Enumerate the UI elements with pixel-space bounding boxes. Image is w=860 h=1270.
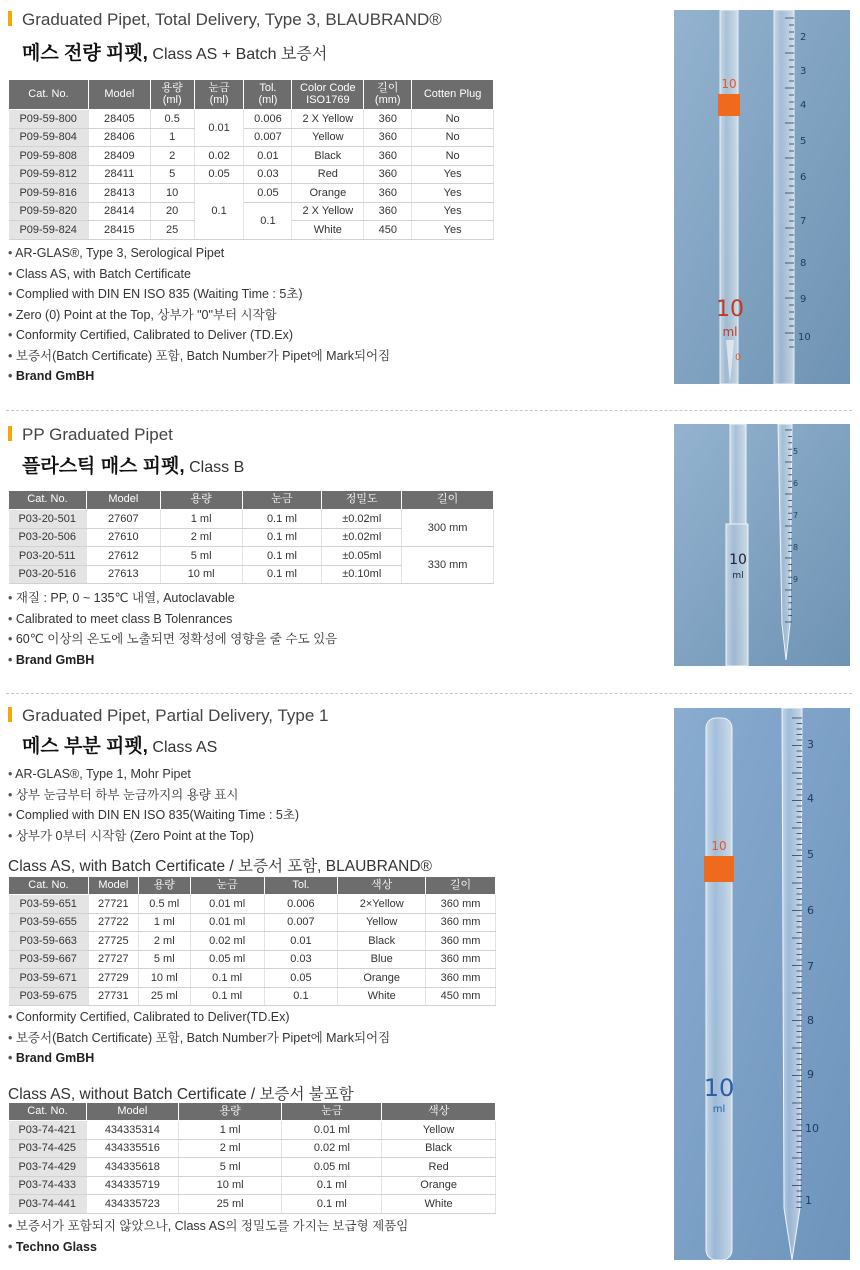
table-row — [9, 987, 496, 1006]
table-cell: 5 ml — [178, 1158, 282, 1177]
list-item: • Calibrated to meet class B Tolenrances — [8, 609, 337, 630]
table-cell: 1 ml — [138, 913, 190, 932]
volume: 20 — [150, 202, 194, 221]
table-row — [9, 1158, 496, 1177]
table-cell: 434335314 — [86, 1121, 178, 1140]
scale-number: 5 — [807, 848, 814, 861]
col-header: Model — [86, 491, 160, 510]
section1-title-ko: 메스 전량 피펫, Class AS + Batch 보증서 — [22, 43, 328, 64]
model: 28411 — [88, 165, 150, 184]
section2-bullets — [8, 588, 337, 670]
length: 360 — [364, 128, 412, 147]
table-cell: 2 ml — [138, 932, 190, 951]
scale-number: 1 — [805, 1194, 812, 1207]
list-item: • Conformity Certified, Calibrated to Deliver (TD.Ex) — [8, 325, 390, 346]
table-row — [9, 1139, 496, 1158]
table-row — [9, 895, 496, 914]
list-item: • Class AS, with Batch Certificate — [8, 264, 390, 285]
table-cell: 0.007 — [264, 913, 338, 932]
table-cell: 0.01 ml — [190, 895, 264, 914]
color-band-orange — [718, 94, 740, 116]
list-item: • 보증서(Batch Certificate) 포함, Batch Number가 Pipet에 Mark되어짐 — [8, 1028, 390, 1049]
table-cell: 0.1 ml — [282, 1176, 382, 1195]
list-item: • 보증서(Batch Certificate) 포함, Batch Number가 Pipet에 Mark되어짐 — [8, 346, 390, 367]
scale-number: 8 — [793, 543, 799, 552]
color-code: 2 X Yellow — [292, 110, 364, 129]
cat-no: P03-59-651 — [9, 895, 89, 914]
tolerance: 0.01 — [244, 147, 292, 166]
table-row — [9, 1195, 496, 1214]
graduation: 0.05 — [194, 165, 244, 184]
color-code: Orange — [292, 184, 364, 203]
list-item: • 보증서가 포함되지 않았으나, Class AS의 정밀도를 가지는 보급형 제품임 — [8, 1216, 408, 1237]
model: 28405 — [88, 110, 150, 129]
table-row — [9, 913, 496, 932]
scale-number: 7 — [807, 960, 814, 973]
table-cell: 360 mm — [426, 913, 496, 932]
graduation: 0.02 — [194, 147, 244, 166]
section3-table-without-certificate — [8, 1102, 496, 1214]
model: 28409 — [88, 147, 150, 166]
section-divider — [6, 410, 852, 411]
pipet-volume-label: 10 — [703, 1074, 735, 1102]
col-header: 눈금 (ml) — [194, 80, 244, 110]
pipet-right-body — [782, 708, 802, 1260]
pipet-left-body — [706, 718, 732, 1260]
col-header: Cat. No. — [9, 80, 89, 110]
scale-number: 2 — [800, 32, 807, 43]
graduation: 0.01 — [194, 110, 244, 147]
color-band-orange — [704, 856, 734, 882]
col-header: 길이 — [426, 877, 496, 895]
color-code: White — [292, 221, 364, 240]
list-item: • Brand GmBH — [8, 366, 390, 387]
cat-no: P03-59-675 — [9, 987, 89, 1006]
scale-number: 10 — [798, 332, 811, 343]
table-cell: 27721 — [88, 895, 138, 914]
scale-number: 8 — [800, 258, 807, 269]
list-item: • 상부 눈금부터 하부 눈금까지의 용량 표시 — [8, 785, 299, 806]
section1-title-en: Graduated Pipet, Total Delivery, Type 3, BLAUBRAND® — [8, 10, 442, 30]
section2-title-en: PP Graduated Pipet — [8, 425, 173, 445]
col-header: Tol. — [264, 877, 338, 895]
col-header: 정밀도 — [322, 491, 402, 510]
table-row — [9, 950, 496, 969]
pipet-upper-stem — [730, 424, 746, 524]
table-cell: 434335516 — [86, 1139, 178, 1158]
section3-bullets-a — [8, 1007, 390, 1069]
table-cell: White — [382, 1195, 496, 1214]
table-row — [9, 932, 496, 951]
scale-number: 9 — [807, 1068, 814, 1081]
list-item: • Conformity Certified, Calibrated to Deliver(TD.Ex) — [8, 1007, 390, 1028]
title-accent-bar — [8, 426, 12, 441]
section3-title-en: Graduated Pipet, Partial Delivery, Type 1 — [8, 706, 328, 726]
table-cell: 25 ml — [178, 1195, 282, 1214]
cat-no: P03-74-425 — [9, 1139, 87, 1158]
table-cell: 10 ml — [178, 1176, 282, 1195]
length: 360 — [364, 202, 412, 221]
volume: 2 ml — [160, 528, 242, 547]
color-code: 2 X Yellow — [292, 202, 364, 221]
length: 360 — [364, 110, 412, 129]
tolerance: 0.006 — [244, 110, 292, 129]
tolerance: 0.007 — [244, 128, 292, 147]
table-cell: 0.5 ml — [138, 895, 190, 914]
table-b-title: Class AS, without Batch Certificate / 보증서 불포함 — [8, 1086, 354, 1103]
col-header: 용량 (ml) — [150, 80, 194, 110]
table-cell: 0.01 — [264, 932, 338, 951]
cat-no: P09-59-816 — [9, 184, 89, 203]
cat-no: P03-20-511 — [9, 547, 87, 566]
volume: 10 ml — [160, 565, 242, 584]
table-row — [9, 184, 494, 203]
section-divider — [6, 693, 852, 694]
col-header: Model — [88, 80, 150, 110]
graduation: 0.1 — [194, 184, 244, 240]
tolerance: 0.05 — [244, 184, 292, 203]
table-cell: 360 mm — [426, 932, 496, 951]
col-header: 색상 — [382, 1103, 496, 1121]
section3-title-ko: 메스 부분 피펫, Class AS — [22, 736, 218, 757]
graduation: 0.1 ml — [242, 528, 322, 547]
graduation: 0.1 ml — [242, 565, 322, 584]
model: 28415 — [88, 221, 150, 240]
col-header: 눈금 — [190, 877, 264, 895]
list-item: • AR-GLAS®, Type 1, Mohr Pipet — [8, 764, 299, 785]
col-header: Cotten Plug — [412, 80, 494, 110]
col-header: 색상 — [338, 877, 426, 895]
table-cell: Black — [338, 932, 426, 951]
scale-number: 6 — [800, 172, 807, 183]
cotton-plug: Yes — [412, 202, 494, 221]
col-header: Tol. (ml) — [244, 80, 292, 110]
list-item: • Techno Glass — [8, 1237, 408, 1258]
section3-table-with-certificate — [8, 876, 496, 1006]
length: 300 mm — [402, 510, 494, 547]
table-cell: Orange — [382, 1176, 496, 1195]
pipet-volume-label: 10 — [716, 297, 744, 322]
col-header: 눈금 — [282, 1103, 382, 1121]
cotton-plug: Yes — [412, 165, 494, 184]
pipet-right-body — [774, 10, 794, 384]
table-cell: 450 mm — [426, 987, 496, 1006]
band-label: 10 — [711, 839, 727, 853]
accuracy: ±0.02ml — [322, 510, 402, 529]
table-cell: 360 mm — [426, 895, 496, 914]
col-header: 길이 — [402, 491, 494, 510]
list-item: • Complied with DIN EN ISO 835(Waiting Time : 5초) — [8, 805, 299, 826]
pipet-unit-label: ml — [732, 571, 744, 581]
cotton-plug: No — [412, 110, 494, 129]
table-cell: 2×Yellow — [338, 895, 426, 914]
table-cell: 0.006 — [264, 895, 338, 914]
length: 450 — [364, 221, 412, 240]
table-row — [9, 202, 494, 221]
section2-title-ko: 플라스틱 매스 피펫, Class B — [22, 456, 245, 477]
table-row — [9, 1176, 496, 1195]
volume: 5 ml — [160, 547, 242, 566]
photo-background — [674, 424, 850, 666]
table-cell: Yellow — [338, 913, 426, 932]
cat-no: P09-59-804 — [9, 128, 89, 147]
cotton-plug: Yes — [412, 221, 494, 240]
pp-pipet-illustration — [674, 424, 850, 666]
cat-no: P09-59-800 — [9, 110, 89, 129]
photo-background — [674, 10, 850, 384]
list-item: • Brand GmBH — [8, 1048, 390, 1069]
list-item: • Complied with DIN EN ISO 835 (Waiting Time : 5초) — [8, 284, 390, 305]
section-pp-graduated-pipet — [0, 416, 860, 686]
list-item: • 60℃ 이상의 온도에 노출되면 정확성에 영향을 줄 수도 있음 — [8, 629, 337, 650]
scale-number: 10 — [805, 1122, 819, 1135]
table-row — [9, 110, 494, 129]
list-item: • Brand GmBH — [8, 650, 337, 671]
table-cell: 0.01 ml — [190, 913, 264, 932]
scale-number: 3 — [800, 66, 807, 77]
section2-spec-table — [8, 490, 494, 584]
table-cell: 0.01 ml — [282, 1121, 382, 1140]
table-cell: 360 mm — [426, 950, 496, 969]
cotton-plug: Yes — [412, 184, 494, 203]
cat-no: P09-59-812 — [9, 165, 89, 184]
accuracy: ±0.10ml — [322, 565, 402, 584]
scale-number: 3 — [807, 738, 814, 751]
table-row — [9, 510, 494, 529]
cat-no: P03-74-441 — [9, 1195, 87, 1214]
section1-spec-table — [8, 79, 494, 240]
cat-no: P03-59-655 — [9, 913, 89, 932]
col-header: Cat. No. — [9, 877, 89, 895]
table-cell: 27722 — [88, 913, 138, 932]
table-cell: Orange — [338, 969, 426, 988]
table-cell: 0.02 ml — [190, 932, 264, 951]
table-row — [9, 147, 494, 166]
list-item: • 상부가 0부터 시작함 (Zero Point at the Top) — [8, 826, 299, 847]
cotton-plug: No — [412, 128, 494, 147]
model: 28406 — [88, 128, 150, 147]
table-a-title: Class AS, with Batch Certificate / 보증서 포함, BLAUBRAND® — [8, 858, 432, 875]
table-cell: 434335723 — [86, 1195, 178, 1214]
col-header: Cat. No. — [9, 1103, 87, 1121]
table-cell: 27729 — [88, 969, 138, 988]
volume: 10 — [150, 184, 194, 203]
section3-bullets-b — [8, 1216, 408, 1257]
section2-product-photo — [674, 424, 850, 666]
list-item: • AR-GLAS®, Type 3, Serological Pipet — [8, 243, 390, 264]
table-cell: 1 ml — [178, 1121, 282, 1140]
scale-number: 9 — [800, 294, 807, 305]
col-header: Model — [88, 877, 138, 895]
scale-number: 5 — [800, 136, 807, 147]
scale-number: 7 — [800, 216, 807, 227]
scale-number: 6 — [793, 479, 799, 488]
cat-no: P03-20-506 — [9, 528, 87, 547]
volume: 0.5 — [150, 110, 194, 129]
table-header-row — [9, 1103, 496, 1121]
pipet-unit-label: ml — [712, 1104, 726, 1115]
table-cell: Black — [382, 1139, 496, 1158]
col-header: 용량 — [178, 1103, 282, 1121]
section-total-delivery-pipet — [0, 0, 860, 400]
cat-no: P03-59-663 — [9, 932, 89, 951]
table-a-body — [9, 895, 496, 1006]
table-cell: Red — [382, 1158, 496, 1177]
col-header: 용량 — [138, 877, 190, 895]
graduation: 0.1 ml — [242, 547, 322, 566]
table-header-row — [9, 80, 494, 110]
col-header: Color Code ISO1769 — [292, 80, 364, 110]
length: 360 — [364, 147, 412, 166]
list-item: • Zero (0) Point at the Top, 상부가 "0"부터 시작함 — [8, 305, 390, 326]
table-row — [9, 1121, 496, 1140]
table-cell: 27727 — [88, 950, 138, 969]
title-accent-bar — [8, 707, 12, 722]
col-header: Model — [86, 1103, 178, 1121]
model: 27612 — [86, 547, 160, 566]
table-cell: 0.05 — [264, 969, 338, 988]
color-code: Red — [292, 165, 364, 184]
table-cell: 25 ml — [138, 987, 190, 1006]
color-code: Black — [292, 147, 364, 166]
table-cell: 0.1 ml — [282, 1195, 382, 1214]
scale-number: 4 — [800, 100, 807, 111]
cat-no: P09-59-824 — [9, 221, 89, 240]
model: 27607 — [86, 510, 160, 529]
cat-no: P03-74-429 — [9, 1158, 87, 1177]
graduation: 0.1 ml — [242, 510, 322, 529]
volume: 2 — [150, 147, 194, 166]
cat-no: P03-59-667 — [9, 950, 89, 969]
cotton-plug: No — [412, 147, 494, 166]
volume: 1 ml — [160, 510, 242, 529]
section3-bullets — [8, 764, 299, 846]
table-cell: 27725 — [88, 932, 138, 951]
table-header-row — [9, 877, 496, 895]
volume: 25 — [150, 221, 194, 240]
photo-background — [674, 708, 850, 1260]
table-row — [9, 969, 496, 988]
table-cell: 0.05 ml — [190, 950, 264, 969]
cat-no: P03-20-516 — [9, 565, 87, 584]
section1-bullets — [8, 243, 390, 387]
table-cell: Blue — [338, 950, 426, 969]
cat-no: P03-20-501 — [9, 510, 87, 529]
pipet-left-body — [726, 524, 748, 666]
section-partial-delivery-pipet — [0, 696, 860, 1270]
scale-number: 5 — [793, 447, 799, 456]
table-cell: 434335719 — [86, 1176, 178, 1195]
cat-no: P09-59-808 — [9, 147, 89, 166]
section1-product-photo — [674, 10, 850, 384]
table-cell: 10 ml — [138, 969, 190, 988]
tolerance: 0.1 — [244, 202, 292, 239]
cat-no: P03-74-433 — [9, 1176, 87, 1195]
cat-no: P03-59-671 — [9, 969, 89, 988]
table-cell: 360 mm — [426, 969, 496, 988]
table-cell: 0.1 ml — [190, 969, 264, 988]
scale-number: 4 — [807, 792, 814, 805]
model: 27613 — [86, 565, 160, 584]
table-cell: White — [338, 987, 426, 1006]
table-cell: 0.1 — [264, 987, 338, 1006]
table-cell: 0.1 ml — [190, 987, 264, 1006]
pipet-illustration — [674, 10, 850, 384]
table-cell: 0.03 — [264, 950, 338, 969]
color-code: Yellow — [292, 128, 364, 147]
tolerance: 0.03 — [244, 165, 292, 184]
scale-number: 6 — [807, 904, 814, 917]
table-row — [9, 547, 494, 566]
mohr-pipet-illustration — [674, 708, 850, 1260]
length: 330 mm — [402, 547, 494, 584]
col-header: 길이 (mm) — [364, 80, 412, 110]
table-cell: 0.02 ml — [282, 1139, 382, 1158]
table-cell: Yellow — [382, 1121, 496, 1140]
length: 360 — [364, 165, 412, 184]
table-cell: 27731 — [88, 987, 138, 1006]
table-cell: 0.05 ml — [282, 1158, 382, 1177]
length: 360 — [364, 184, 412, 203]
col-header: 눈금 — [242, 491, 322, 510]
pipet-unit-label: ml — [722, 325, 738, 339]
accuracy: ±0.02ml — [322, 528, 402, 547]
title-accent-bar — [8, 11, 12, 26]
table-cell: 5 ml — [138, 950, 190, 969]
model: 28413 — [88, 184, 150, 203]
table-b-body — [9, 1121, 496, 1214]
accuracy: ±0.05ml — [322, 547, 402, 566]
cat-no: P09-59-820 — [9, 202, 89, 221]
scale-number: 8 — [807, 1014, 814, 1027]
table-row — [9, 128, 494, 147]
cat-no: P03-74-421 — [9, 1121, 87, 1140]
table-header-row — [9, 491, 494, 510]
table-cell: 434335618 — [86, 1158, 178, 1177]
table-row — [9, 165, 494, 184]
section3-product-photo — [674, 708, 850, 1260]
volume: 1 — [150, 128, 194, 147]
table-cell: 2 ml — [178, 1139, 282, 1158]
band-label: 10 — [721, 77, 737, 91]
pipet-volume-label: 10 — [729, 552, 747, 568]
col-header: Cat. No. — [9, 491, 87, 510]
model: 27610 — [86, 528, 160, 547]
model: 28414 — [88, 202, 150, 221]
scale-number: 9 — [793, 575, 799, 584]
scale-number: 7 — [793, 511, 799, 520]
zero-mark: 0 — [735, 353, 741, 363]
col-header: 용량 — [160, 491, 242, 510]
list-item: • 재질 : PP, 0 ~ 135℃ 내열, Autoclavable — [8, 588, 337, 609]
volume: 5 — [150, 165, 194, 184]
